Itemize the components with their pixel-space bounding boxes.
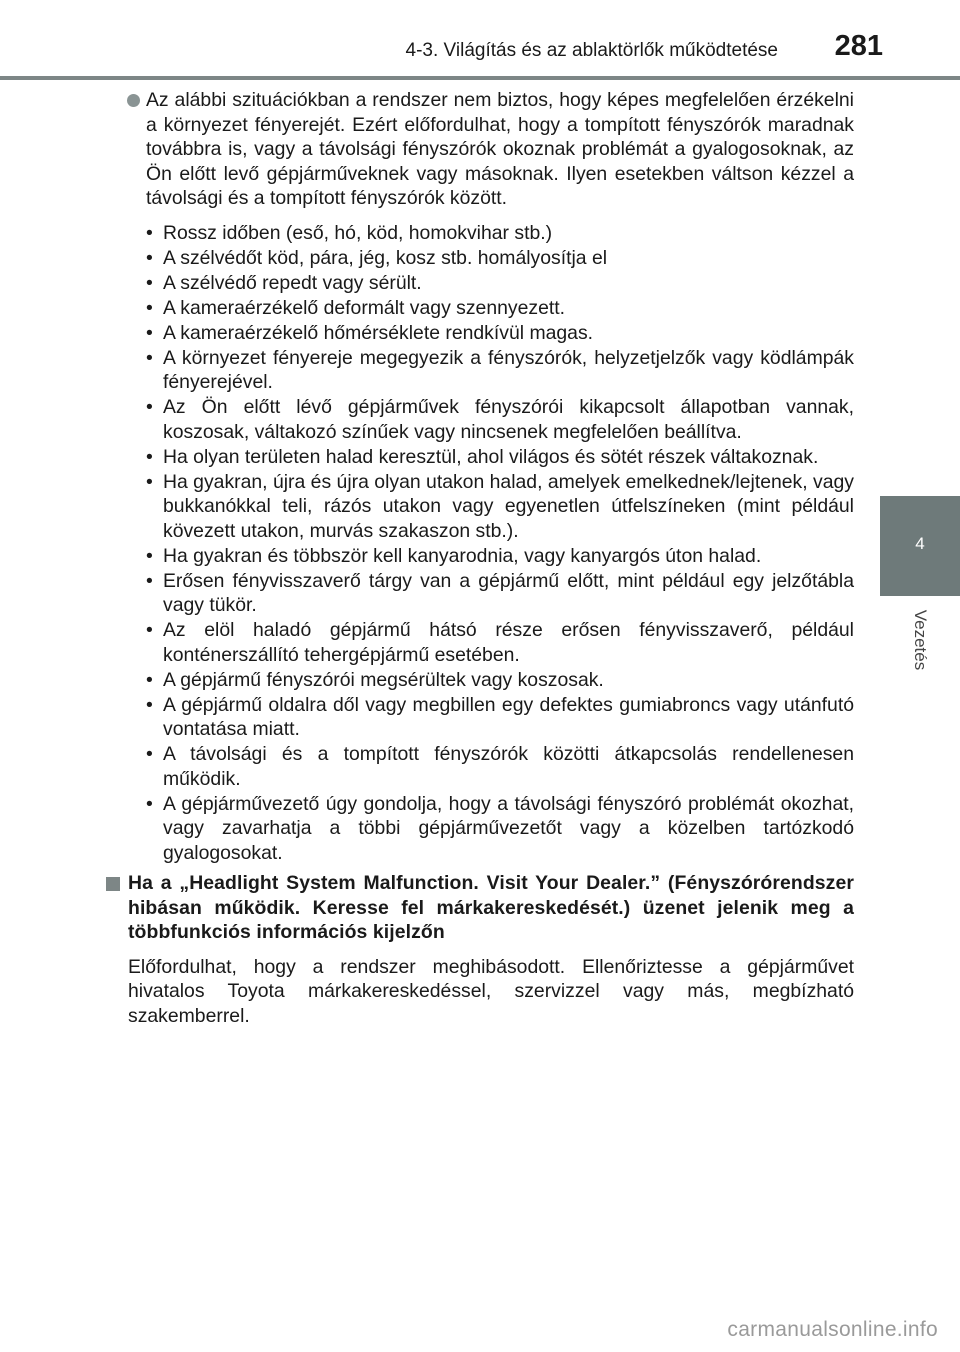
condition-text: A szélvédő repedt vagy sérült.	[163, 271, 422, 294]
condition-text: Rossz időben (eső, hó, köd, homokvihar stb.)	[163, 221, 553, 244]
chapter-label: Vezetés	[911, 609, 930, 671]
condition-item	[146, 470, 854, 544]
malfunction-heading	[106, 871, 854, 945]
condition-text: Az elöl haladó gépjármű hátsó része erősen fényvisszaverő, például konténerszállító tehergépjármű esetében.	[163, 619, 854, 666]
condition-text: Erősen fényvisszaverő tárgy van a gépjármű előtt, mint például egy jelzőtábla vagy tükör.	[163, 569, 854, 616]
condition-item	[146, 445, 854, 470]
intro-text: Az alábbi szituációkban a rendszer nem biztos, hogy képes megfelelően érzékelni a környezet fényerejét. Ezért előfordulhat, hogy a tompított fényszórók maradnak továbbra is, vagy a távolsági fényszórók okoznak problémát a gyalogosoknak, az Ön előtt levő gépjárműveknek vagy másoknak. Ilyen esetekben váltson kézzel a távolsági és a tompított fényszórók között.	[146, 89, 854, 209]
condition-item	[146, 569, 854, 618]
condition-item	[146, 618, 854, 667]
condition-item	[146, 346, 854, 395]
bullet-dot-icon: •	[146, 396, 153, 418]
condition-text: A gépjárművezető úgy gondolja, hogy a távolsági fényszóró problémát okozhat, vagy zavarhatja a többi gépjárművezetőt vagy a közelben tartózkodó gyalogosokat.	[163, 792, 854, 864]
condition-text: Ha gyakran és többször kell kanyarodnia, vagy kanyargós úton halad.	[163, 544, 762, 567]
condition-text: A gépjármű oldalra dől vagy megbillen egy defektes gumiabroncs vagy utánfutó vontatása miatt.	[163, 693, 854, 740]
condition-text: A kameraérzékelő hőmérséklete rendkívül magas.	[163, 321, 594, 344]
condition-text: A távolsági és a tompított fényszórók közötti átkapcsolás rendellenesen működik.	[163, 743, 854, 790]
condition-item	[146, 742, 854, 791]
header-rule	[0, 76, 960, 80]
bullet-dot-icon: •	[146, 246, 153, 269]
condition-text: Az Ön előtt lévő gépjárművek fényszórói kikapcsolt állapotban vannak, koszosak, váltakozó színűek vagy nincsenek megfelelően beállítva.	[163, 396, 854, 443]
bullet-dot-icon: •	[146, 321, 153, 344]
square-bullet-icon	[106, 877, 120, 891]
condition-item	[146, 693, 854, 742]
page-number: 281	[834, 30, 883, 62]
bullet-dot-icon: •	[146, 445, 153, 468]
watermark: carmanualsonline.info	[727, 1318, 938, 1341]
bullet-dot-icon: •	[146, 346, 153, 369]
bullet-dot-icon: •	[146, 668, 153, 691]
conditions-list	[106, 221, 854, 866]
condition-item	[146, 296, 854, 321]
bullet-dot-icon: •	[146, 792, 153, 815]
condition-text: Ha olyan területen halad keresztül, ahol világos és sötét részek váltakoznak.	[163, 445, 819, 468]
bullet-dot-icon: •	[146, 619, 153, 641]
condition-item	[146, 246, 854, 271]
condition-text: A szélvédőt köd, pára, jég, kosz stb. homályosítja el	[163, 246, 608, 269]
condition-item	[146, 271, 854, 296]
chapter-number: 4	[915, 534, 925, 553]
chapter-tab	[880, 496, 960, 596]
condition-text: A gépjármű fényszórói megsérültek vagy koszosak.	[163, 668, 604, 691]
bullet-dot-icon: •	[146, 743, 153, 765]
condition-item	[146, 395, 854, 444]
bullet-dot-icon: •	[146, 221, 153, 244]
condition-item	[146, 668, 854, 693]
bullet-dot-icon: •	[146, 470, 153, 493]
bullet-dot-icon: •	[146, 569, 153, 592]
condition-text: Ha gyakran, újra és újra olyan utakon halad, amelyek emelkednek/lejtenek, vagy bukkanókkal teli, rázós utakon vagy egyenetlen útfelszíneken (mint például kövezett utakon, murvás szakaszon stb.).	[163, 470, 854, 542]
bullet-dot-icon: •	[146, 271, 153, 294]
page-content	[106, 88, 854, 1028]
condition-item	[146, 321, 854, 346]
section-title: 4-3. Világítás és az ablaktörlők működtetése	[405, 40, 778, 61]
condition-text: A környezet fényereje megegyezik a fényszórók, helyzetjelzők vagy ködlámpák fényerejével.	[163, 346, 854, 393]
circle-bullet-icon	[127, 94, 140, 107]
condition-item	[146, 544, 854, 569]
intro-paragraph	[106, 88, 854, 211]
bullet-dot-icon: •	[146, 544, 153, 567]
malfunction-heading-text: Ha a „Headlight System Malfunction. Visit Your Dealer.” (Fényszórórendszer hibásan működik. Keresse fel márkakereskedését.) üzenet jelenik meg a többfunkciós információs kijelzőn	[128, 872, 854, 943]
bullet-dot-icon: •	[146, 296, 153, 319]
malfunction-body: Előfordulhat, hogy a rendszer meghibásodott. Ellenőriztesse a gépjárművet hivatalos Toyota márkakereskedéssel, szervizzel vagy más, megbízható szakemberrel.	[128, 955, 854, 1027]
bullet-dot-icon: •	[146, 693, 153, 716]
condition-item	[146, 221, 854, 246]
condition-item	[146, 792, 854, 866]
condition-text: A kameraérzékelő deformált vagy szennyezett.	[163, 296, 566, 319]
